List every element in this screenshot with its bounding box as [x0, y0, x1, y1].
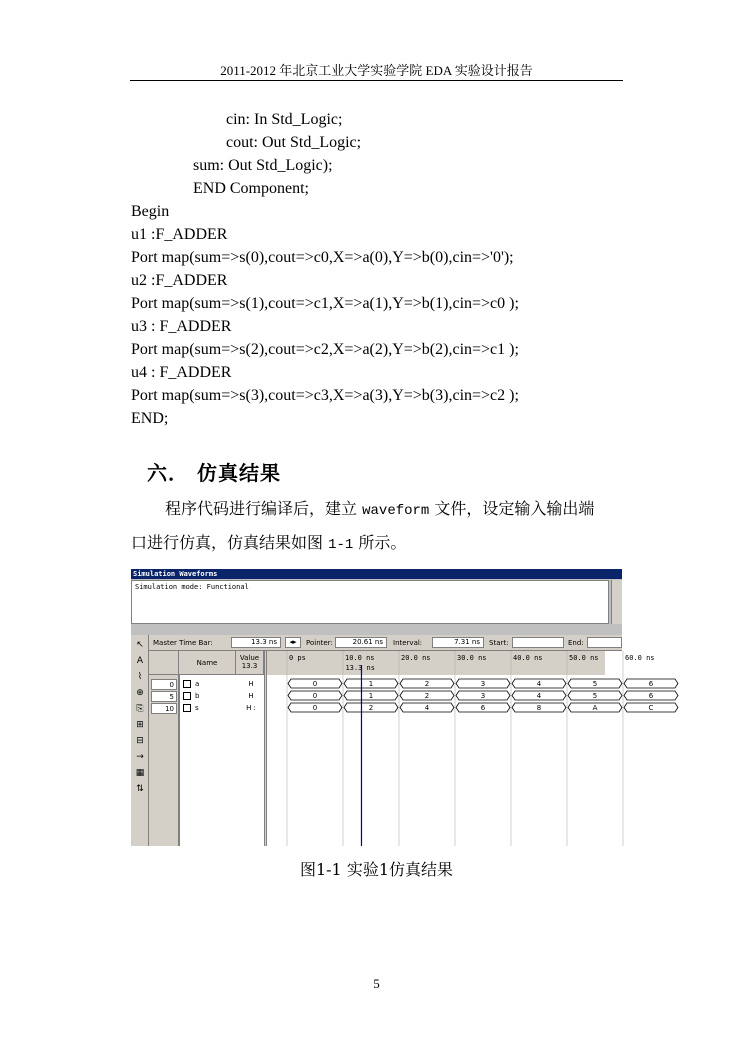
bus-value-label: 8 — [536, 704, 542, 712]
text-tool-icon[interactable]: A — [136, 656, 144, 666]
name-column-header: Name — [179, 651, 236, 675]
code-line: sum: Out Std_Logic); — [193, 157, 333, 174]
bus-value-label: 5 — [592, 680, 598, 688]
code-line: u3 : F_ADDER — [131, 318, 232, 335]
signal-name[interactable] — [183, 679, 233, 690]
signal-index[interactable]: 5 — [151, 691, 177, 702]
bus-value-label: 0 — [312, 704, 318, 712]
code-line: u4 : F_ADDER — [131, 364, 232, 381]
code-line: Begin — [131, 203, 170, 220]
code-line: u2 :F_ADDER — [131, 272, 228, 289]
page-header: 2011-2012 年北京工业大学实验学院 EDA 实验设计报告 — [220, 63, 533, 78]
code-line: cin: In Std_Logic; — [226, 111, 343, 128]
master-time-bar-label: Master Time Bar: — [153, 639, 213, 647]
paragraph-text: 程序代码进行编译后，建立 — [165, 499, 358, 518]
cursor-label: 13.3 ns — [345, 664, 375, 672]
time-tick-label: 10.0 ns — [345, 654, 375, 662]
bus-icon — [183, 704, 191, 712]
replace-icon[interactable]: ⊟ — [136, 736, 144, 746]
paragraph-mono: waveform — [362, 503, 430, 519]
sim-tool-strip — [131, 635, 149, 846]
waveform-area — [284, 651, 655, 846]
bus-icon — [183, 680, 191, 688]
sort-icon[interactable]: ⇅ — [136, 784, 144, 794]
time-bar-stepper[interactable]: ◂▸ — [285, 637, 301, 648]
signal-value: H — [248, 692, 254, 700]
code-line: END Component; — [193, 180, 309, 197]
time-tick-label: 60.0 ns — [625, 654, 655, 662]
paragraph-text: 所示。 — [358, 533, 407, 552]
bus-value-label: 2 — [424, 680, 430, 688]
bus-icon — [183, 692, 191, 700]
time-tick-label: 50.0 ns — [569, 654, 599, 662]
time-tick-label: 40.0 ns — [513, 654, 543, 662]
interval-label: Interval: — [393, 639, 423, 647]
end-field — [587, 637, 622, 648]
start-label: Start: — [489, 639, 509, 647]
time-ruler — [267, 651, 605, 675]
bus-value-label: 6 — [480, 704, 486, 712]
paragraph-text: 文件，设定输入输出端 — [434, 499, 595, 518]
waveform-grid — [149, 651, 655, 846]
bus-value-label: 4 — [536, 680, 542, 688]
code-line: END; — [131, 410, 169, 427]
signal-name[interactable] — [183, 703, 233, 714]
arrow-right-icon[interactable]: → — [136, 752, 144, 762]
bus-value-label: 4 — [424, 704, 430, 712]
time-tick-label: 20.0 ns — [401, 654, 431, 662]
zoom-icon[interactable]: ⊕ — [136, 688, 144, 698]
signal-name-text: b — [195, 692, 200, 700]
bus-value-label: 3 — [480, 692, 486, 700]
paragraph-line-2 — [131, 526, 625, 562]
value-header-label: Value — [239, 654, 260, 662]
code-line: Port map(sum=>s(1),cout=>c1,X=>a(1),Y=>b(1),cin=>c0 ); — [131, 295, 519, 312]
sim-mode-panel — [131, 580, 609, 624]
signal-value: H — [248, 680, 254, 688]
time-tick-label: 30.0 ns — [457, 654, 487, 662]
start-field — [512, 637, 564, 648]
paragraph-line-1 — [131, 492, 625, 528]
section-title: 六． 仿真结果 — [147, 461, 281, 485]
figure-caption: 图1-1 实验1仿真结果 — [299, 860, 454, 879]
time-tick-label: 0 ps — [289, 654, 306, 662]
bus-value-label: 3 — [480, 680, 486, 688]
paragraph-mono: 1-1 — [328, 537, 354, 553]
signal-name-text: a — [195, 680, 200, 688]
bus-value-label: 5 — [592, 692, 598, 700]
signal-name-text: s — [195, 704, 199, 712]
code-line: Port map(sum=>s(2),cout=>c2,X=>a(2),Y=>b(2),cin=>c1 ); — [131, 341, 519, 358]
signal-value: H : — [246, 704, 256, 712]
code-line: Port map(sum=>s(0),cout=>c0,X=>a(0),Y=>b(0),cin=>'0'); — [131, 249, 514, 266]
sim-window-title: Simulation Waveforms — [131, 569, 622, 579]
sim-time-bar — [149, 635, 622, 651]
column-divider — [179, 675, 180, 846]
bus-value-label: 2 — [368, 704, 374, 712]
master-time-bar-field[interactable]: 13.3 ns — [231, 637, 281, 648]
bus-value-label: 2 — [424, 692, 430, 700]
bus-value-label: A — [592, 704, 598, 712]
bus-value-label: C — [648, 704, 654, 712]
interval-field: 7.31 ns — [432, 637, 484, 648]
pointer-label: Pointer: — [306, 639, 333, 647]
copy-icon[interactable]: ⎘ — [136, 704, 144, 714]
index-column-header — [149, 651, 179, 675]
signal-index[interactable]: 10 — [151, 703, 177, 714]
signal-name[interactable] — [183, 691, 233, 702]
bus-value-label: 6 — [648, 692, 654, 700]
simulation-screenshot — [131, 569, 655, 846]
code-line: cout: Out Std_Logic; — [226, 134, 362, 151]
paragraph-text: 口进行仿真，仿真结果如图 — [131, 533, 324, 552]
bus-value-label: 1 — [368, 692, 374, 700]
sim-mode-text: Simulation mode: Functional — [135, 583, 249, 591]
pointer-icon[interactable]: ↖ — [136, 640, 144, 650]
waveform-edit-icon[interactable]: ⌇ — [137, 672, 143, 682]
bus-value-label: 0 — [312, 692, 318, 700]
signal-index[interactable]: 0 — [151, 679, 177, 690]
code-line: u1 :F_ADDER — [131, 226, 228, 243]
end-label: End: — [568, 639, 584, 647]
bus-value-label: 6 — [648, 680, 654, 688]
value-column-header — [236, 651, 264, 675]
group-icon[interactable]: ▦ — [135, 768, 145, 778]
code-line: Port map(sum=>s(3),cout=>c3,X=>a(3),Y=>b(3),cin=>c2 ); — [131, 387, 519, 404]
bus-value-label: 1 — [368, 680, 374, 688]
header-rule — [130, 80, 623, 81]
code-listing — [131, 108, 631, 430]
bus-value-label: 4 — [536, 692, 542, 700]
page-number: 5 — [373, 976, 380, 991]
value-header-sub: 13.3 — [241, 662, 258, 670]
sim-mode-scrollbar[interactable] — [611, 580, 622, 624]
bus-value-label: 0 — [312, 680, 318, 688]
waveform-svg — [267, 651, 655, 846]
pointer-field: 20.61 ns — [335, 637, 387, 648]
find-icon[interactable]: ⊞ — [136, 720, 144, 730]
